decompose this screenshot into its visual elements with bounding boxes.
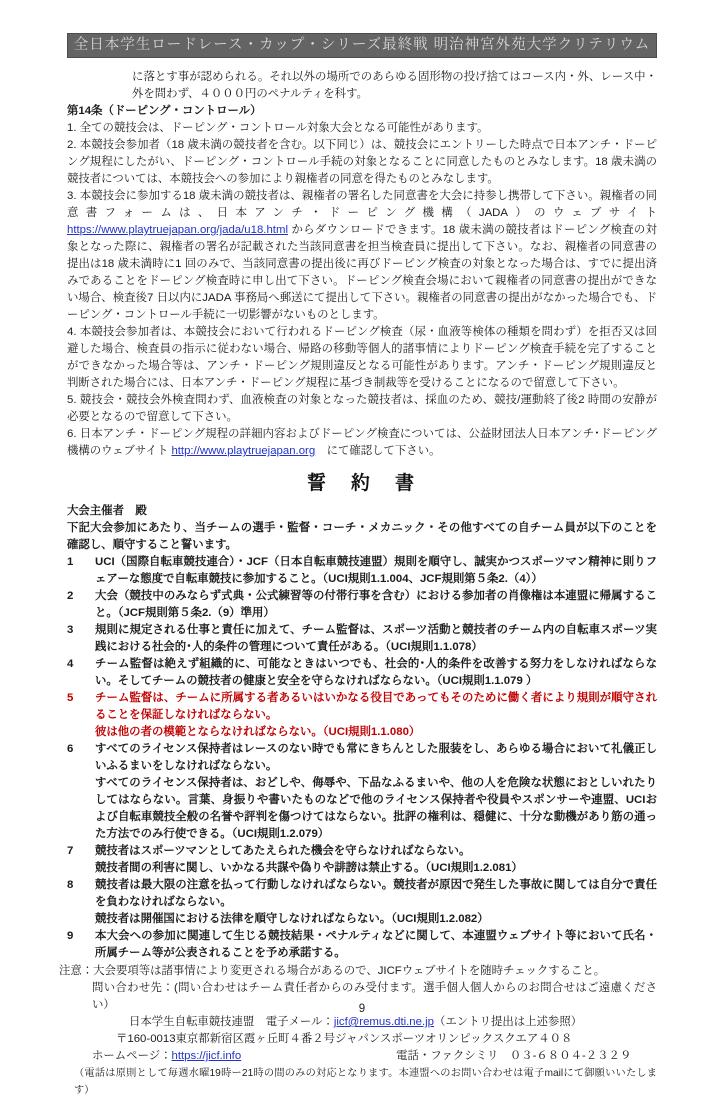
- pledge-item-number: 1: [67, 556, 74, 568]
- article14-item-6-text-after: にて確認して下さい。: [315, 445, 441, 457]
- article14-item-6-text: 6. 日本アンチ・ドーピング規程の詳細内容およびドーピング検査については、公益財団法人日本アンチ･ドーピング機構のウェブサイト: [67, 428, 657, 457]
- jada-u18-consent-link[interactable]: https://www.playtruejapan.org/jada/u18.html: [67, 224, 288, 236]
- article14-item-1: 1. 全ての競技会は、ドーピング・コントロール対象大会となる可能性があります。: [67, 122, 489, 134]
- event-title: 全日本学生ロードレース・カップ・シリーズ最終戦 明治神宮外苑大学クリテリウム: [73, 37, 651, 53]
- article14-item-3-text: 3. 本競技会に参加する18 歳未満の競技者は、親権者の署名した同意書を大会に持参し携帯して下さい。親権者の同意書フォームは、日本アンチ・ドーピング機構（JADA）のウェブサイト: [67, 190, 657, 219]
- note-homepage-label: ホームページ：: [92, 1050, 172, 1062]
- playtruejapan-link[interactable]: http://www.playtruejapan.org: [171, 445, 316, 457]
- pledge-item-number: 8: [67, 879, 74, 891]
- pledge-item-9: [67, 928, 657, 962]
- note-email-suffix: （エントリ提出は上述参照）: [434, 1016, 583, 1028]
- pledge-section: [67, 503, 657, 962]
- page-number: 9: [358, 1003, 366, 1015]
- pledge-item-text: 大会（競技中のみならず式典・公式練習等の付帯行事を含む）における参加者の肖像権は本連盟に帰属すること。（JCF規則第５条2.（9）準用）: [95, 590, 657, 619]
- homepage-link[interactable]: https://jicf.info: [171, 1050, 242, 1062]
- event-title-bar: [67, 33, 657, 58]
- pledge-item-text: 競技者はスポーツマンとしてあたえられた機会を守らなければならない。: [95, 845, 471, 857]
- phone-fax-number: 電話・ファクシミリ ０３-６８０４-２３２９: [396, 1050, 632, 1062]
- pledge-item-1: [67, 554, 657, 588]
- pledge-item-3: [67, 622, 657, 656]
- article14-item-6: [67, 426, 657, 460]
- note-change-warning: 注意：大会要項等は諸事情により変更される場合があるので、JICFウェブサイトを随時チェックすること。: [59, 965, 606, 977]
- pledge-item-4: [67, 656, 657, 690]
- pledge-item-6: [67, 741, 657, 843]
- pledge-item-number: 5: [67, 692, 74, 704]
- notes-section: [59, 963, 657, 1099]
- pledge-item-text: 競技者は最大限の注意を払って行動しなければならない。競技者が原因で発生した事故に関しては自分で責任を負わなければならない。: [95, 879, 657, 908]
- article14-item-3: [67, 188, 657, 324]
- article14-item-4: 4. 本競技会参加者は、本競技会において行われるドーピング検査（尿・血液等検体の種類を問わず）を拒否又は回避した場合、検査員の指示に従わない場合、帰路の移動等個人的諸事情によりドーピング検査手続を完了することができなかった場合等は、アンチ・ドーピング規則違反となる可能性があります。アンチ・ドーピング規則違反と判断された場合には、日本アンチ・ドーピング規程に基づき制裁等を受けることになるので留意して下さい。: [67, 326, 657, 389]
- pledge-item-text: 本大会への参加に関連して生じる競技結果・ペナルティなどに関して、本連盟ウェブサイト等において氏名・所属チーム等が公表されることを予め承諾する。: [95, 930, 657, 959]
- pledge-item-2: [67, 588, 657, 622]
- pledge-item-number: 2: [67, 590, 74, 602]
- note-org-label: 日本学生自転車競技連盟 電子メール：: [129, 1016, 334, 1028]
- pledge-intro: 下記大会参加にあたり、当チームの選手・監督・コーチ・メカニック・その他すべての自チーム員が以下のことを確認し、順守すること誓います。: [67, 522, 657, 551]
- note-contact-policy: 問い合わせ先：(問い合わせはチーム責任者からのみ受付ます。選手個人個人からのお問合せはご遠慮ください）: [92, 982, 657, 1011]
- document-body: [59, 69, 657, 1099]
- pledge-item-text: チーム監督は、チームに所属する者あるいはいかなる役目であってもそのために働く者により規則が順守されることを保証しなければならない。: [95, 692, 657, 721]
- document-page: [0, 33, 724, 1096]
- note-homepage-line: [59, 1048, 657, 1065]
- article14-item-3-text-after: からダウンロードできます。18 歳未満の競技者はドーピング検査の対象となった際に、親権者の署名が記載された当該同意書を担当検査員に提出して下さい。なお、親権者の同意書の提出は18 歳未満時に1 回のみで、当該同意書の提出後に再びドーピング検査の対象となった場合は、すでに提出済みであることをドーピング検査時に申し出て下さい。ドーピング検査会場において親権者の同意書の提出ができない場合、検査後7 日以内にJADA 事務局へ郵送にて提出して下さい。親権者の同意書の提出がなかった場合でも、ドーピング・コントロール手続に一切影響がないものとします。: [67, 224, 657, 321]
- pledge-item-text-2: 競技者は開催国における法律を順守しなければならない。（UCI規則1.2.082）: [95, 913, 489, 925]
- note-postal-address: 〒160-0013東京都新宿区霞ヶ丘町４番２号ジャパンスポーツオリンピックスクエア４０８: [116, 1033, 573, 1045]
- note-email-line: [59, 1014, 657, 1031]
- pledge-item-text-2: すべてのライセンス保持者は、おどしや、侮辱や、下品なふるまいや、他の人を危険な状態におとしいれたりしてはならない。言葉、身振りや書いたものなどで他のライセンス保持者や役員やスポンサーや連盟、UCIおよび自転車競技全般の名誉や評判を傷つけてはならない。批評の権利は、穏健に、十分な動機があり筋の通った方法でのみ行使できる。（UCI規則1.2.079）: [95, 777, 657, 840]
- pledge-item-number: 3: [67, 624, 74, 636]
- pledge-item-number: 7: [67, 845, 74, 857]
- pledge-item-7: [67, 843, 657, 877]
- pledge-item-text-2: 競技者間の利害に関し、いかなる共謀や偽りや誹謗は禁止する。（UCI規則1.2.081）: [95, 862, 523, 874]
- pledge-item-text-2: 彼は他の者の模範とならなければならない。（UCI規則1.1.080）: [95, 726, 421, 738]
- pledge-item-text: チーム監督は絶えず組織的に、可能なときはいつでも、社会的･人的条件を改善する努力をしなければならない。そしてチームの競技者の健康と安全を守らなければならない。（UCI規則1.1.079 ）: [95, 658, 657, 687]
- pledge-item-number: 4: [67, 658, 74, 670]
- pledge-item-8: [67, 877, 657, 928]
- contact-email-link[interactable]: jicf@remus.dti.ne.jp: [333, 1016, 435, 1028]
- pledge-item-number: 6: [67, 743, 74, 755]
- article14-item-5: 5. 競技会・競技会外検査問わず、血液検査の対象となった競技者は、採血のため、競技/運動終了後2 時間の安静が必要となるので留意して下さい。: [67, 394, 657, 423]
- pledge-item-text: UCI（国際自転車競技連合）・JCF（日本自転車競技連盟）規則を順守し、誠実かつスポーツマン精神に則りフェアーな態度で自転車競技に参加すること。（UCI規則1.1.004、JCF規則第５条2.（4））: [95, 556, 657, 585]
- pledge-addressee: 大会主催者 殿: [67, 505, 147, 517]
- pledge-item-5: [67, 690, 657, 741]
- pledge-item-text: すべてのライセンス保持者はレースのない時でも常にきちんとした服装をし、あらゆる場合において礼儀正しいふるまいをしなければならない。: [95, 743, 657, 772]
- pledge-heading: 誓 約 書: [306, 473, 417, 494]
- note-phone-hours: （電話は原則として毎週水曜19時ー21時の間のみの対応となります。本連盟へのお問い合わせは電子mailにて御願いいたします）: [74, 1068, 657, 1096]
- article14-heading: 第14条（ドーピング・コントロール）: [67, 105, 262, 117]
- continuation-paragraph: に落とす事が認められる。それ以外の場所でのあらゆる固形物の投げ捨てはコース内・外、レース中・外を問わず、４０００円のペナルティを科す。: [132, 71, 657, 100]
- pledge-item-number: 9: [67, 930, 74, 942]
- pledge-item-text: 規則に規定される仕事と責任に加えて、チーム監督は、スポーツ活動と競技者のチーム内の自転車スポーツ実践における社会的･人的条件の管理について責任がある。（UCI規則1.1.078）: [95, 624, 657, 653]
- article14-item-2: 2. 本競技会参加者（18 歳未満の競技者を含む。以下同じ）は、競技会にエントリーした時点で日本アンチ・ドーピング規程にしたがい、ドーピング・コントロール手続の対象となることに同意したものとみなします。18 歳未満の競技者については、本競技会への参加により親権者の同意を得たものとみなします。: [67, 139, 657, 185]
